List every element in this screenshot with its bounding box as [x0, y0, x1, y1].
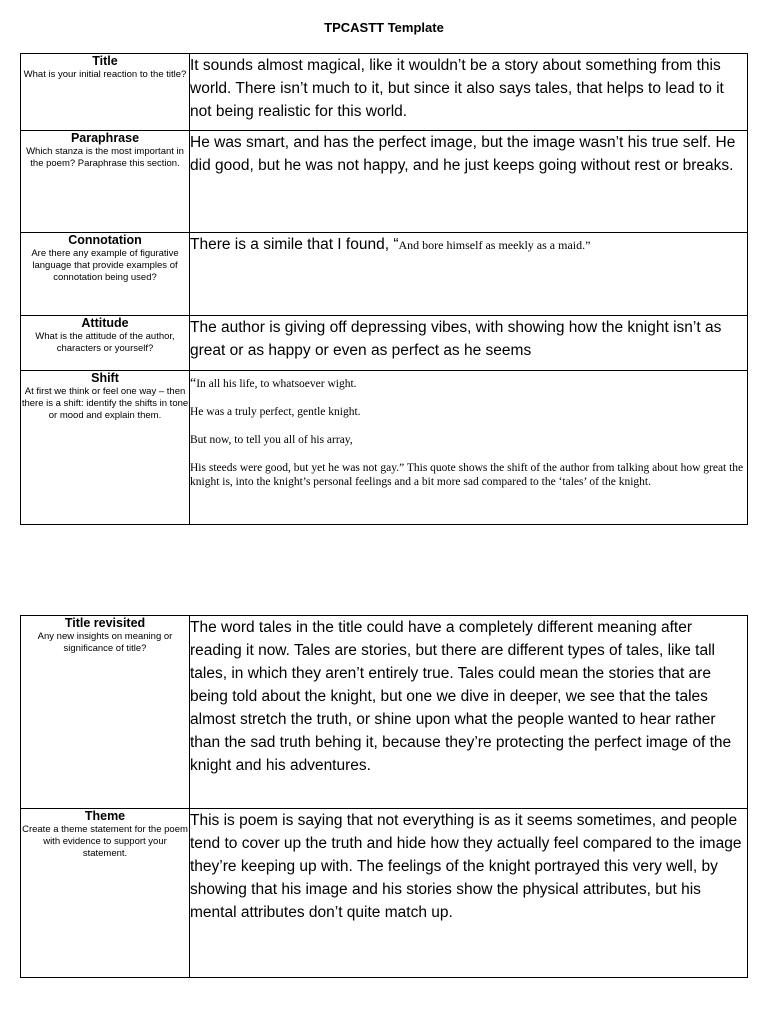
table-row-paraphrase — [21, 131, 748, 233]
table-row-attitude — [21, 316, 748, 371]
answer-attitude: The author is giving off depressing vibes, with showing how the knight isn’t as great or as happy or even as perfect as he seems — [190, 319, 722, 359]
row-description-title: What is your initial reaction to the title? — [23, 69, 187, 80]
label-cell-paraphrase — [21, 131, 190, 233]
row-description-title-revisited: Any new insights on meaning or significance of title? — [37, 631, 173, 654]
row-label-theme: Theme — [84, 809, 126, 823]
label-cell-shift — [21, 371, 190, 525]
label-cell-attitude — [21, 316, 190, 371]
row-description-attitude: What is the attitude of the author, characters or yourself? — [35, 331, 175, 354]
quote-line-text: In all his life, to whatsoever wight. — [196, 378, 357, 390]
row-label-attitude: Attitude — [81, 316, 129, 330]
table-row-title-revisited — [21, 616, 748, 809]
row-description-paraphrase: Which stanza is the most important in the poem? Paraphrase this section. — [26, 146, 184, 169]
answer-connotation-quote: And bore himself as meekly as a maid.” — [398, 238, 591, 252]
table-row-shift — [21, 371, 748, 525]
tpcastt-table-revisit — [20, 615, 748, 978]
answer-cell-title-revisited[interactable] — [190, 616, 748, 809]
answer-cell-shift[interactable] — [190, 371, 748, 525]
row-label-connotation: Connotation — [68, 233, 142, 247]
answer-cell-paraphrase[interactable] — [190, 131, 748, 233]
open-quote-mark: “ — [190, 376, 197, 391]
quote-line — [190, 377, 747, 391]
answer-cell-attitude[interactable] — [190, 316, 748, 371]
table-row-theme — [21, 809, 748, 978]
shift-explanation: His steeds were good, but yet he was not gay.” This quote shows the shift of the author from talking about how great the knight is, into the knight’s personal feelings and a bit more sad compared to the ‘tales’ of the knight. — [190, 462, 744, 488]
table-row-title — [21, 54, 748, 131]
label-cell-title — [21, 54, 190, 131]
row-description-theme: Create a theme statement for the poem with evidence to support your statement. — [22, 824, 188, 859]
quote-line: He was a truly perfect, gentle knight. — [190, 406, 361, 418]
tpcastt-table-main — [20, 53, 748, 525]
row-label-title-revisited: Title revisited — [64, 616, 146, 630]
answer-connotation-prefix: There is a simile that I found, “ — [190, 236, 399, 253]
row-label-shift: Shift — [91, 371, 119, 385]
answer-title: It sounds almost magical, like it wouldn’t be a story about something from this world. There isn’t much to it, but since it also says tales, that helps to lead to it not being realistic for this world. — [190, 57, 724, 120]
label-cell-title-revisited — [21, 616, 190, 809]
row-description-connotation: Are there any example of figurative language that provide examples of connotation being used? — [31, 248, 179, 283]
answer-cell-title[interactable] — [190, 54, 748, 131]
label-cell-theme — [21, 809, 190, 978]
answer-theme: This is poem is saying that not everything is as it seems sometimes, and people tend to cover up the truth and hide how they actually feel compared to the image they’re keeping up with. The feelings of the knight portrayed this very well, by showing that his image and his stories show the physical attributes, but his mental attributes don’t quite match up. — [190, 812, 742, 921]
row-label-title: Title — [92, 54, 118, 68]
row-description-shift: At first we think or feel one way – then there is a shift: identify the shifts in tone or mood and explain them. — [21, 386, 189, 421]
answer-paraphrase: He was smart, and has the perfect image, but the image wasn’t his true self. He did good, but he was not happy, and he just keeps going without rest or breaks. — [190, 134, 736, 174]
answer-title-revisited: The word tales in the title could have a completely different meaning after reading it now. Tales are stories, but there are different types of tales, like tall tales, in which they aren’t entirely true. Tales could mean the stories that are being told about the knight, but one we dive in deeper, we see that the tales almost stretch the truth, or shine upon what the people wanted to hear rather than the sad truth behing it, because they’re protecting the perfect image of the knight and his adventures. — [190, 619, 732, 774]
table-row-connotation — [21, 233, 748, 316]
label-cell-connotation — [21, 233, 190, 316]
answer-cell-connotation[interactable] — [190, 233, 748, 316]
page-title: TPCASTT Template — [324, 20, 444, 35]
answer-connotation — [190, 233, 747, 257]
answer-cell-theme[interactable] — [190, 809, 748, 978]
row-label-paraphrase: Paraphrase — [70, 131, 140, 145]
quote-line: But now, to tell you all of his array, — [190, 434, 353, 446]
